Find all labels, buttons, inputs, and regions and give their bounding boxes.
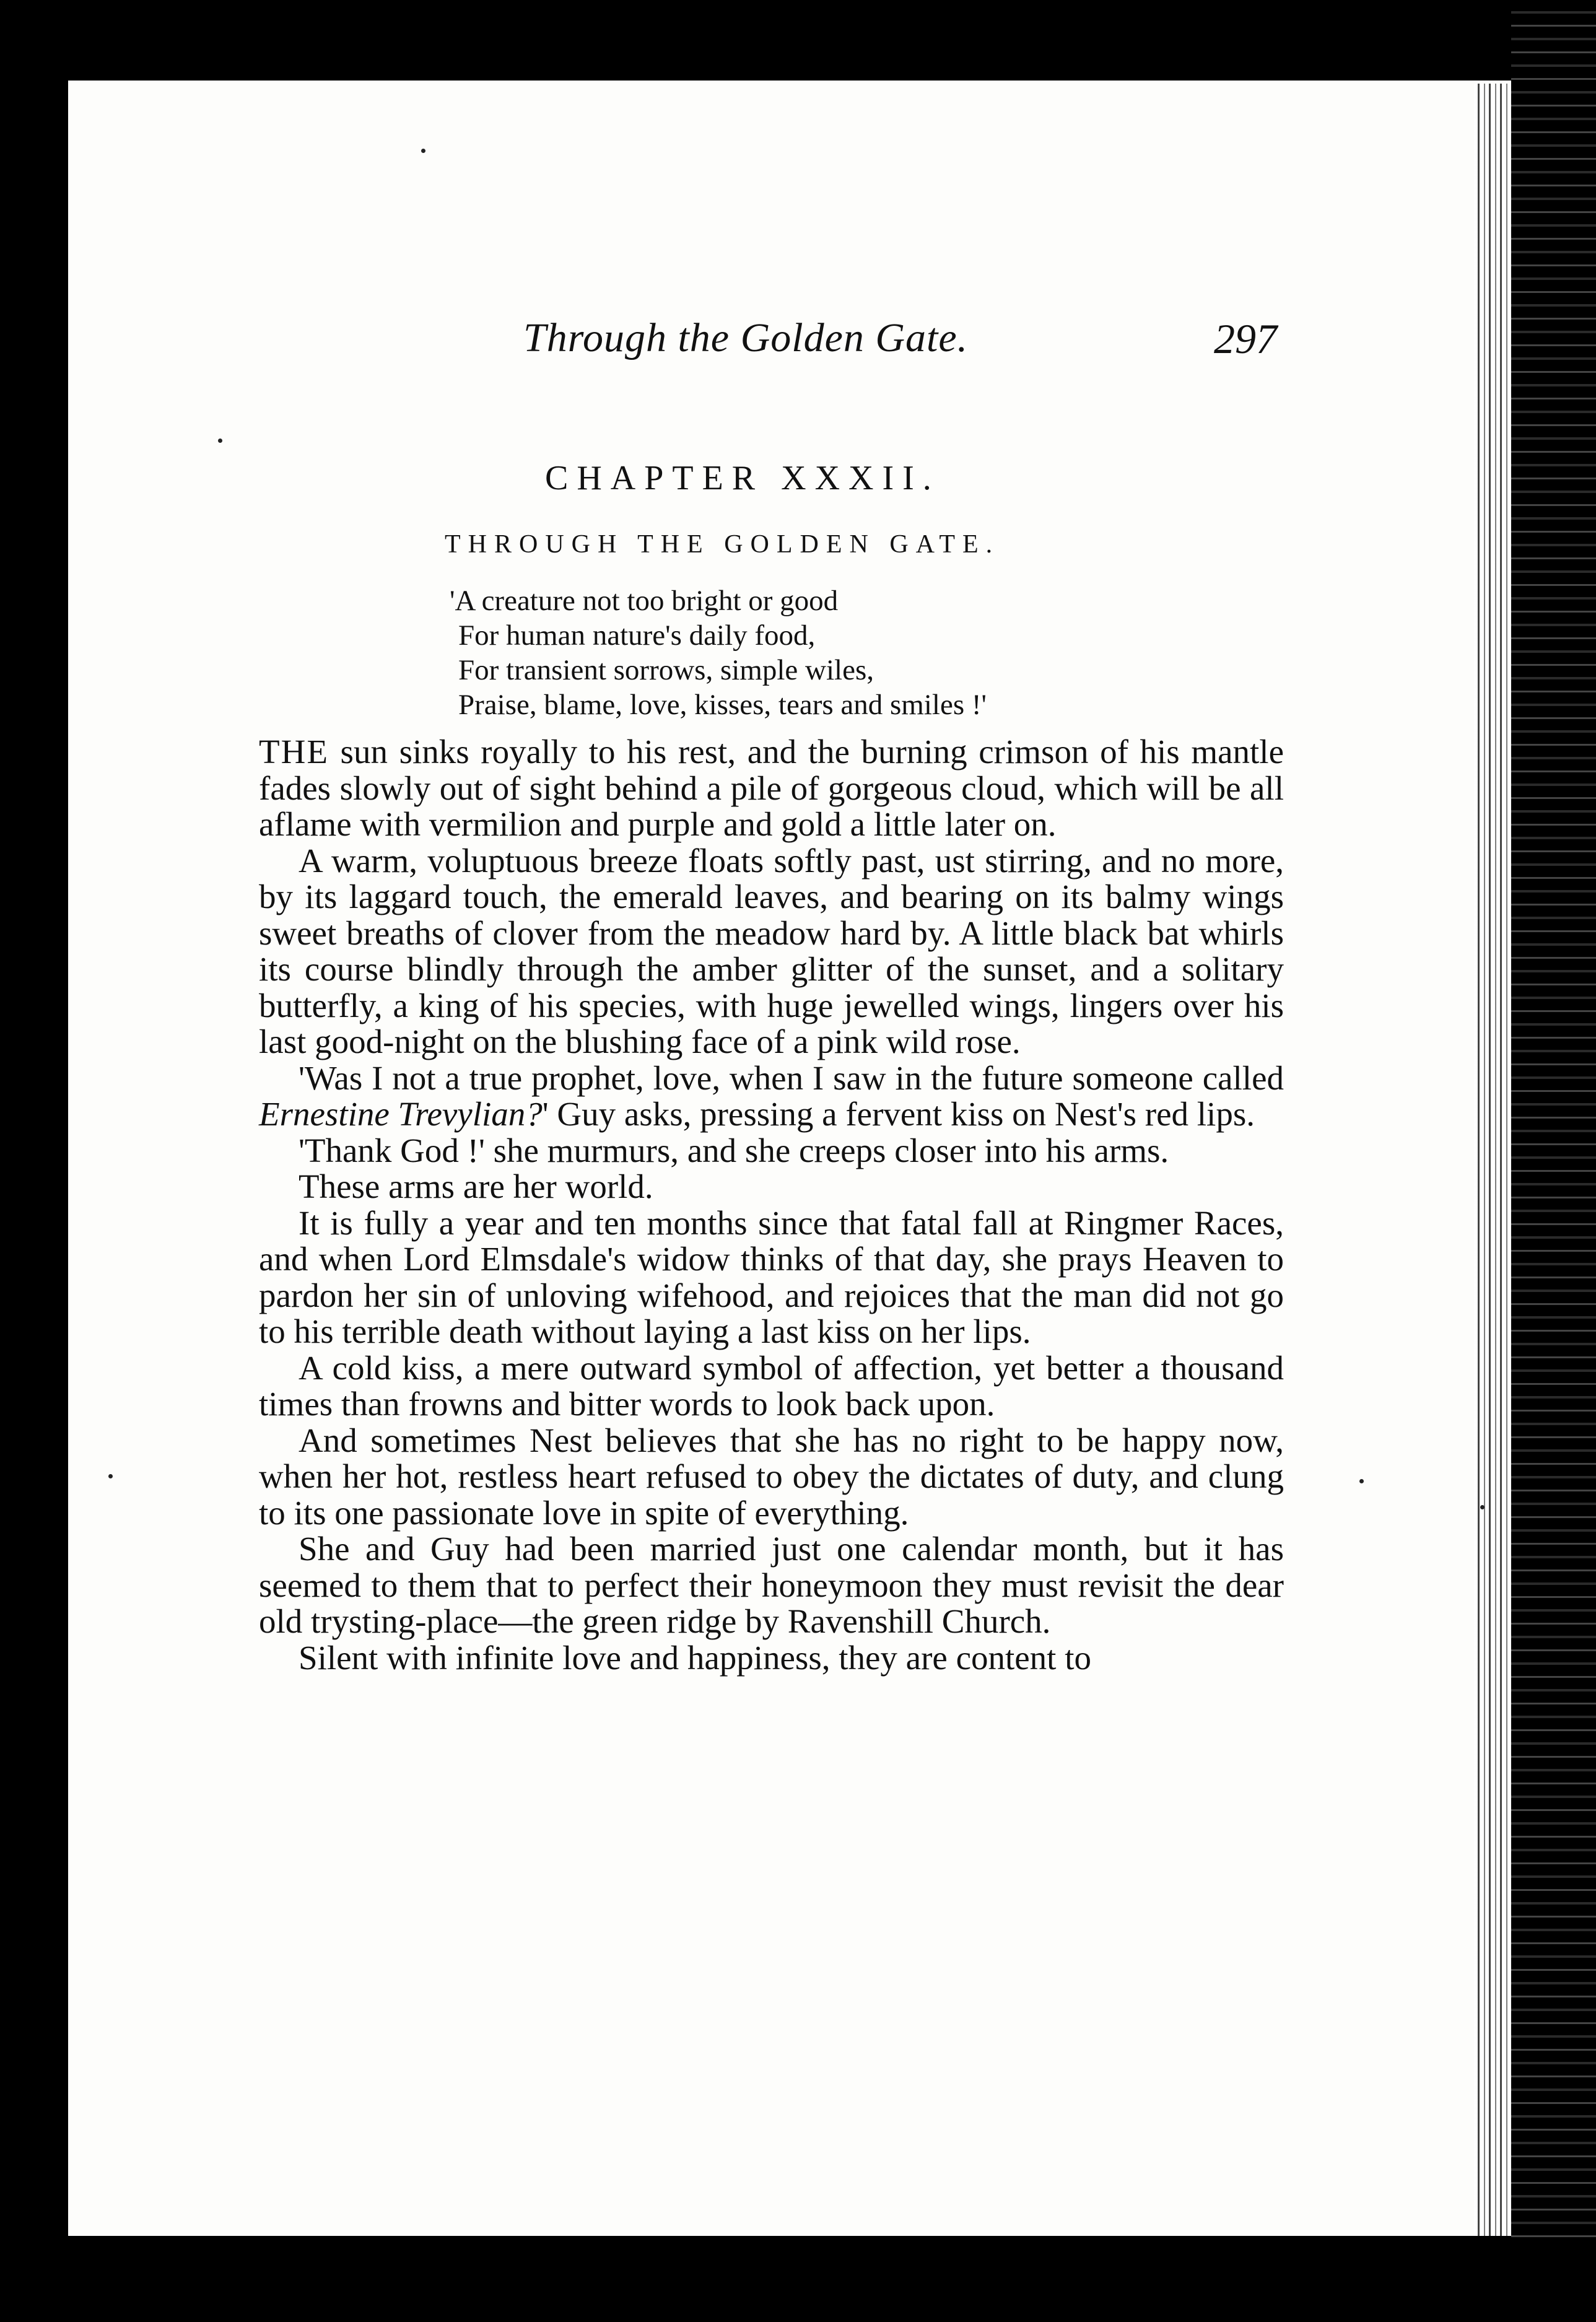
scan-speck [1359,1479,1364,1483]
epigraph-line: For human nature's daily food, [458,619,816,652]
paragraph: Silent with infinite love and happiness, they are content to [299,1638,1091,1677]
paragraph: 'Thank God !' she murmurs, and she creeps closer into his arms. [299,1131,1169,1169]
paragraph: A warm, voluptuous breeze floats softly past, ust stirring, and no more, by its laggard touch, the emerald leaves, and bearing on its balmy wings sweet breaths of clover from the meadow hard by. A little black bat whirls its course blindly through the amber glitter of the sunset, and a solitary butterfly, a king of his species, with huge jewelled wings, lingers over his last good-night on the blushing face of a pink wild rose. [259,841,1284,1060]
chapter-title: THROUGH THE GOLDEN GATE. [445,530,1000,559]
paragraph-text: ' Guy asks, pressing a fervent kiss on Nest's red lips. [542,1095,1255,1133]
paragraph [259,734,1284,843]
body-text [259,734,1284,1676]
epigraph-line: 'A creature not too bright or good [450,585,839,617]
page-number: 297 [1214,315,1277,362]
lead-word: THE [259,733,329,770]
running-head [0,315,1596,364]
running-title: Through the Golden Gate. [523,315,969,360]
paragraph: She and Guy had been married just one calendar month, but it has seemed to them that to perfect their honeymoon they must revisit the dear old trysting-place—the green ridge by Ravenshill Church. [259,1530,1284,1640]
paragraph-text: 'Was I not a true prophet, love, when I saw in the future someone called [299,1058,1284,1097]
page-edge [1474,84,1512,2236]
epigraph-line: For transient sorrows, simple wiles, [458,654,874,686]
scan-border-top [0,0,1596,84]
epigraph [450,583,987,722]
scan-speck [108,1474,113,1478]
epigraph-line: Praise, blame, love, kisses, tears and smiles !' [458,689,987,721]
paragraph: It is fully a year and ten months since that fatal fall at Ringmer Races, and when Lord Elmsdale's widow thinks of that day, she prays Heaven to pardon her sin of unloving wifehood, and rejoices that the man did not go to his terrible death without laying a last kiss on her lips. [259,1203,1284,1350]
emphasized-name: Ernestine Trevylian? [259,1095,543,1133]
scan-speck [421,149,425,153]
paragraph: And sometimes Nest believes that she has no right to be happy now, when her hot, restless heart refused to obey the dictates of duty, and clung to its one passionate love in spite of everything. [259,1421,1284,1532]
paragraph: A cold kiss, a mere outward symbol of affection, yet better a thousand times than frowns and bitter words to look back upon. [259,1348,1284,1423]
chapter-heading: CHAPTER XXXII. [545,459,940,497]
paragraph [259,1060,1284,1133]
paragraph-text: sun sinks royally to his rest, and the burning crimson of his mantle fades slowly out of sight behind a pile of gorgeous cloud, which will be all aflame with vermilion and purple and gold a little later on. [259,733,1284,843]
paragraph: These arms are her world. [299,1168,653,1205]
scan-speck [1480,1505,1485,1509]
scan-border-bottom [0,2237,1596,2322]
scan-speck [218,439,222,443]
